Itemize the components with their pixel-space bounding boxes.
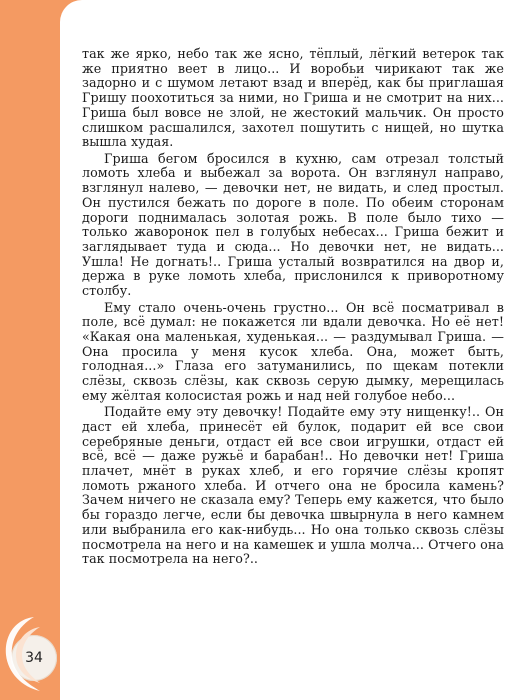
paragraph-2: Гриша бегом бросился в кухню, сам отрезал толстый ломоть хлеба и выбежал за ворота. Он взглянул направо, взглянул налево, — девочки нет, не видать, и след простыл. Он пустился бежать по дороге в поле. По обеим сторонам дороги поднималась золотая рожь. В поле было тихо — только жаворонок пел в голубых небесах... Гриша бежит и заглядывает туда и сюда... Но девочки нет, не видать... Ушла! Не догнать!.. Гриша усталый возвратился на двор и, держа в руке ломоть хлеба, прислонился к приворотному столбу. [82, 150, 504, 299]
story-text [82, 47, 504, 569]
page-number-badge [0, 611, 64, 700]
book-page [60, 0, 519, 700]
paragraph-4: Подайте ему эту девочку! Подайте ему эту нищенку!.. Он даст ей хлеба, принесёт ей булок, подарит ей все свои серебряные деньги, отдаст ей все свои игрушки, отдаст ей всё, всё — даже ружьё и барабан!.. Но девочки нет! Гриша плачет, мнёт в руках хлеб, и его горячие слёзы кропят ломоть ржаного хлеба. И отчего она не бросила камень? Зачем ничего не сказала ему? Теперь ему кажется, что было бы гораздо легче, если бы девочка швырнула в него камнем или выбранила его как-нибудь... Но она только сквозь слёзы посмотрела на него и на камешек и ушла молча... Отчего она так посмотрела на него?.. [82, 404, 504, 567]
paragraph-1: так же ярко, небо так же ясно, тёплый, лёгкий ветерок так же приятно веет в лицо... И воробьи чирикают так же задорно и с шумом летают взад и вперёд, как бы приглашая Гришу поохотиться за ними, но Гриша и не смотрит на них... Гриша был вовсе не злой, не жестокий мальчик. Он просто слишком расшалился, захотел пошутить с нищей, но шутка вышла худая. [82, 46, 504, 150]
paragraph-3: Ему стало очень-очень грустно... Он всё посматривал в поле, всё думал: не покажется ли вдали девочка. Но её нет! «Какая она маленькая, худенькая... — раздумывал Гриша. — Она просила у меня кусок хлеба. Она, может быть, голодная...» Глаза его затуманились, по щекам потекли слёзы, сквозь слёзы, как сквозь серую дымку, мерещилась ему жёлтая колосистая рожь и над ней голубое небо... [82, 299, 504, 403]
page-number: 34 [25, 650, 43, 666]
